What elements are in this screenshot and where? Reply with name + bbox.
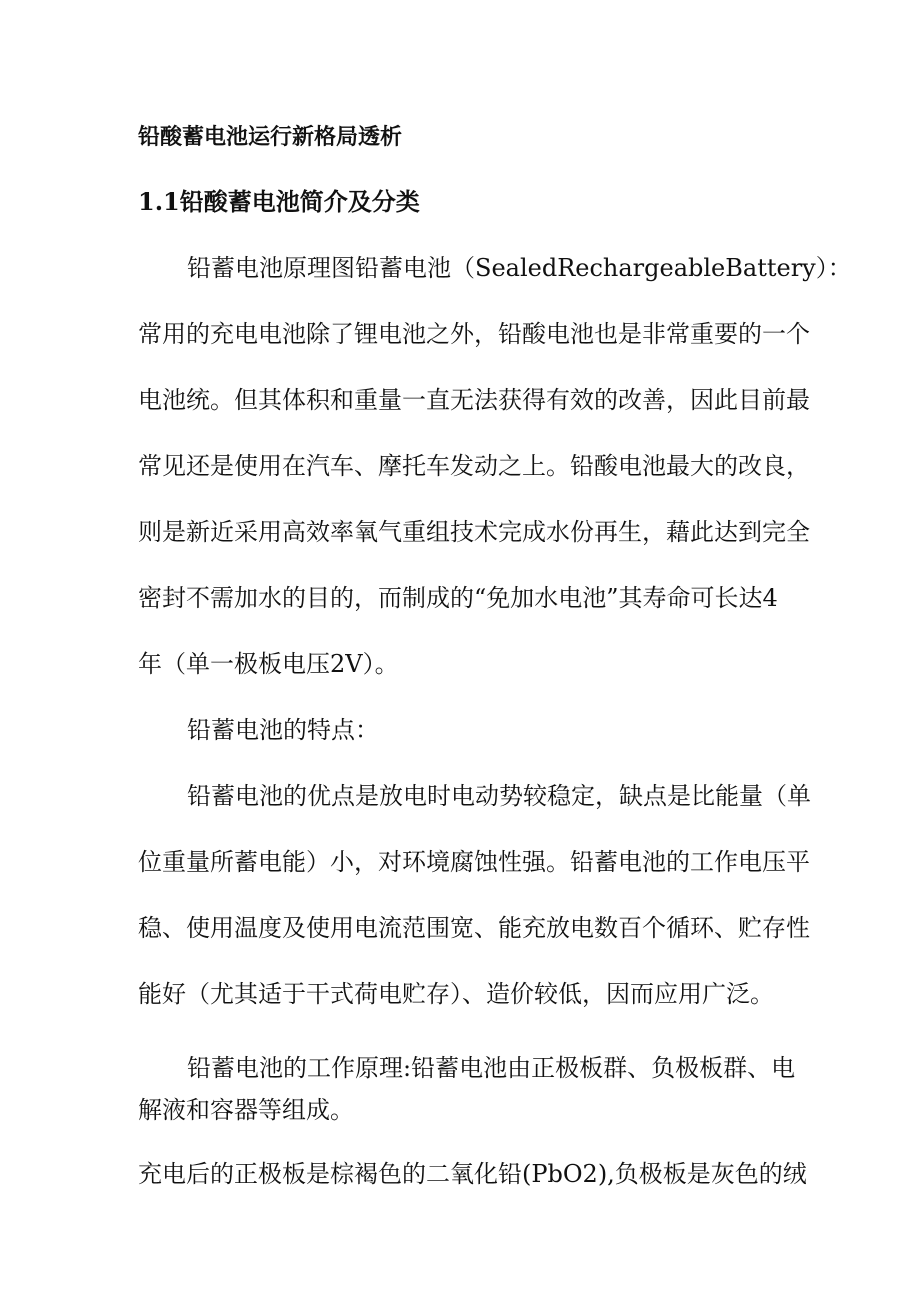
paragraph-line: 能好（尤其适于干式荷电贮存）、造价较低，因而应用广泛。 <box>138 980 774 1008</box>
paragraph-line: 铅蓄电池的优点是放电时电动势较稳定，缺点是比能量（单 <box>187 782 811 810</box>
paragraph-line: 位重量所蓄电能）小，对环境腐蚀性强。铅蓄电池的工作电压平 <box>138 848 810 876</box>
document-title: 铅酸蓄电池运行新格局透析 <box>138 124 403 150</box>
paragraph-line: 常见还是使用在汽车、摩托车发动之上。铅酸电池最大的改良， <box>138 452 810 480</box>
section-heading: 1.1铅酸蓄电池简介及分类 <box>138 187 420 216</box>
paragraph-line: 充电后的正极板是棕褐色的二氧化铅(PbO2),负极板是灰色的绒 <box>138 1160 807 1188</box>
features-heading: 铅蓄电池的特点： <box>187 716 379 744</box>
paragraph-line: 则是新近采用高效率氧气重组技术完成水份再生，藉此达到完全 <box>138 518 810 546</box>
paragraph-line: 稳、使用温度及使用电流范围宽、能充放电数百个循环、贮存性 <box>138 914 810 942</box>
paragraph-line: 年（单一极板电压2V）。 <box>138 650 399 678</box>
paragraph-line: 常用的充电电池除了锂电池之外，铅酸电池也是非常重要的一个 <box>138 320 810 348</box>
paragraph-line: 解液和容器等组成。 <box>138 1096 354 1124</box>
paragraph-line: 铅蓄电池的工作原理:铅蓄电池由正极板群、负极板群、电 <box>187 1054 796 1082</box>
paragraph-line: 铅蓄电池原理图铅蓄电池（SealedRechargeableBattery）： <box>187 254 852 282</box>
paragraph-line: 密封不需加水的目的，而制成的“免加水电池”其寿命可长达4 <box>138 584 778 612</box>
paragraph-line: 电池统。但其体积和重量一直无法获得有效的改善，因此目前最 <box>138 386 810 414</box>
